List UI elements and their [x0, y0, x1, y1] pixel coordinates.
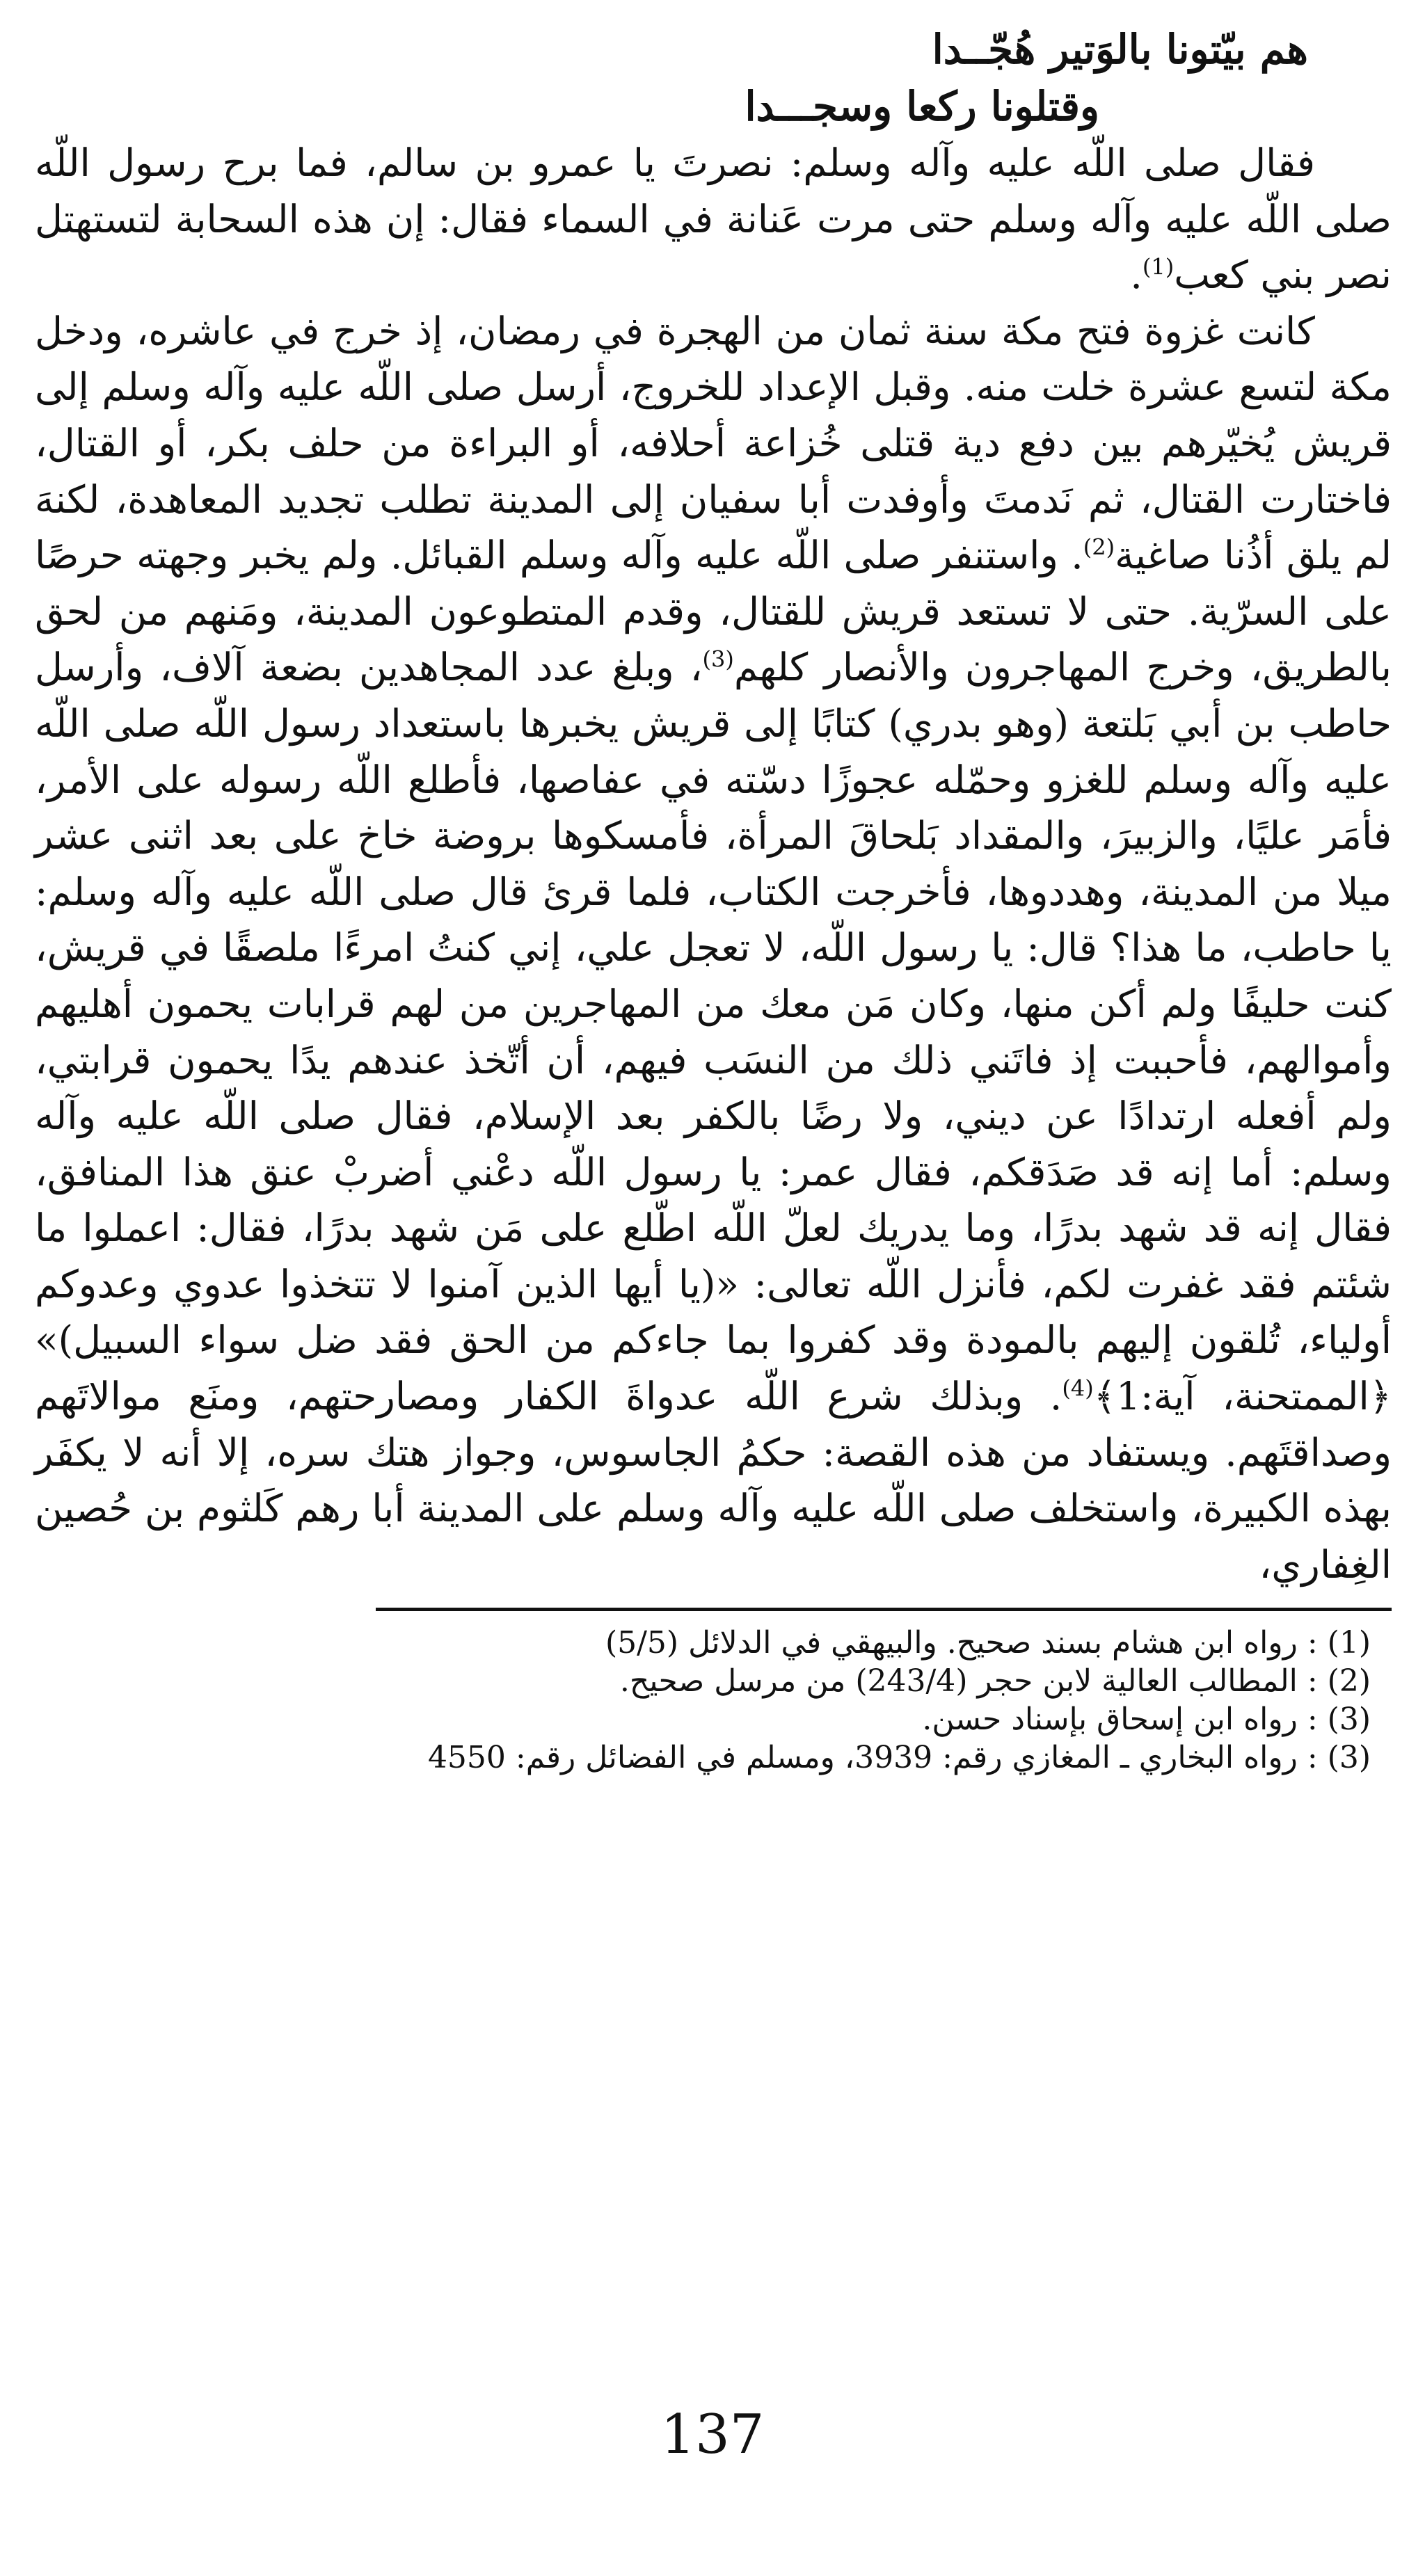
paragraph-text: فقال صلى اللّه عليه وآله وسلم: نصرتَ يا عمرو بن سالم، فما برح رسول اللّه صلى اللّه عليه وآله وسلم حتى مرت عَنانة في السماء فقال: إن هذه السحابة لتستهتل نصر بني كعب	[35, 141, 1392, 298]
footnote: (3) : رواه البخاري ـ المغازي رقم: 3939، ومسلم في الفضائل رقم: 4550	[427, 1740, 1371, 1776]
footnote: (3) : رواه ابن إسحاق بإسناد حسن.	[922, 1702, 1371, 1738]
paragraph-text: .	[1130, 253, 1143, 298]
footnote-marker: (3)	[702, 646, 734, 673]
footnote-marker: (2)	[1083, 534, 1115, 561]
paragraph-text: ، وبلغ عدد المجاهدين بضعة آلاف، وأرسل حاطب بن أبي بَلتعة (وهو بدري) كتابًا إلى قريش يخبرها باستعداد رسول اللّه صلى اللّه عليه وآله وسلم للغزو وحمّله عجوزًا دسّته في عفاصها، فأطلع اللّه رسوله على الأمر، فأمَر عليًا، والزبيرَ، والمقداد بَلحاقَ المرأة، فأمسكوها بروضة خاخ على بعد اثنى عشر ميلا من المدينة، وهددوها، فأخرجت الكتاب، فلما قرئ قال صلى اللّه عليه وآله وسلم: يا حاطب، ما هذا؟ قال: يا رسول اللّه، لا تعجل علي، إني كنتُ امرءًا ملصقًا في قريش، كنت حليفًا ولم أكن منها، وكان مَن معك من المهاجرين من لهم قرابات يحمون أهليهم وأموالهم، فأحببت إذ فاتَني ذلك من النسَب فيهم، أن أتّخذ عندهم يدًا يحمون قرابتي، ولم أفعله ارتدادًا عن ديني، ولا رضًا بالكفر بعد الإسلام، فقال صلى اللّه عليه وآله وسلم: أما إنه قد صَدَقكم، فقال عمر: يا رسول اللّه دعْني أضربْ عنق هذا المنافق، فقال إنه قد شهد بدرًا، وما يدريك لعلّ اللّه اطّلع على مَن شهد بدرًا، فقال: اعملوا ما شئتم فقد غفرت لكم، فأنزل اللّه تعالى: «(يا أيها الذين آمنوا لا تتخذوا عدوي وعدوكم أولياء، تُلقون إليهم بالمودة وقد كفروا بما جاءكم من الحق فقد ضل سواء السبيل)» ﴿الممتحنة، آية:1﴾	[35, 645, 1392, 1419]
main-text	[35, 135, 1392, 1592]
paragraph-text: كانت غزوة فتح مكة سنة ثمان من الهجرة في رمضان، إذ خرج في عاشره، ودخل مكة لتسع عشرة خلت منه. وقبل الإعداد للخروج، أرسل صلى اللّه عليه وآله وسلم إلى قريش يُخيّرهم بين دفع دية قتلى خُزاعة أحلافه، أو البراءة من حلف بكر، أو القتال، فاختارت القتال، ثم نَدمتَ وأوفدت أبا سفيان إلى المدينة تطلب تجديد المعاهدة، لكنهَ لم يلق أذُنا صاغية	[35, 308, 1392, 578]
poem-line: وقتلونا ركعا وسجـــدا	[745, 83, 1099, 130]
footnotes	[35, 1624, 1392, 1777]
page-number: 137	[660, 2403, 765, 2466]
paragraph	[35, 135, 1392, 303]
footnote-marker: (4)	[1062, 1375, 1094, 1402]
footnote: (1) : رواه ابن هشام بسند صحيح. والبيهقي في الدلائل (5/5)	[605, 1625, 1371, 1661]
footnote-divider	[376, 1608, 1392, 1611]
poem-line: هم بيّتونا بالوَتير هُجّــدا	[932, 26, 1308, 73]
book-page	[35, 21, 1392, 2553]
footnote: (2) : المطالب العالية لابن حجر (243/4) من مرسل صحيح.	[619, 1663, 1371, 1699]
paragraph-text: . واستنفر صلى اللّه عليه وآله وسلم القبائل. ولم يخبر وجهته حرصًا على السرّية. حتى لا تستعد قريش للقتال، وقدم المتطوعون المدينة، ومَنهم من لحق بالطريق، وخرج المهاجرون والأنصار كلهم	[35, 533, 1392, 690]
paragraph	[35, 303, 1392, 1593]
paragraph-text: . وبذلك شرع اللّه عدواةَ الكفار ومصارحتهم، ومنَع موالاتَهم وصداقتَهم. ويستفاد من هذه القصة: حكمُ الجاسوس، وجواز هتك سره، إلا أنه لا يكفَر بهذه الكبيرة، واستخلف صلى اللّه عليه وآله وسلم على المدينة أبا رهم كَلثوم بن حُصين الغِفاري،	[35, 1374, 1392, 1587]
poem-verse	[35, 21, 1392, 135]
footnote-marker: (1)	[1142, 253, 1175, 280]
